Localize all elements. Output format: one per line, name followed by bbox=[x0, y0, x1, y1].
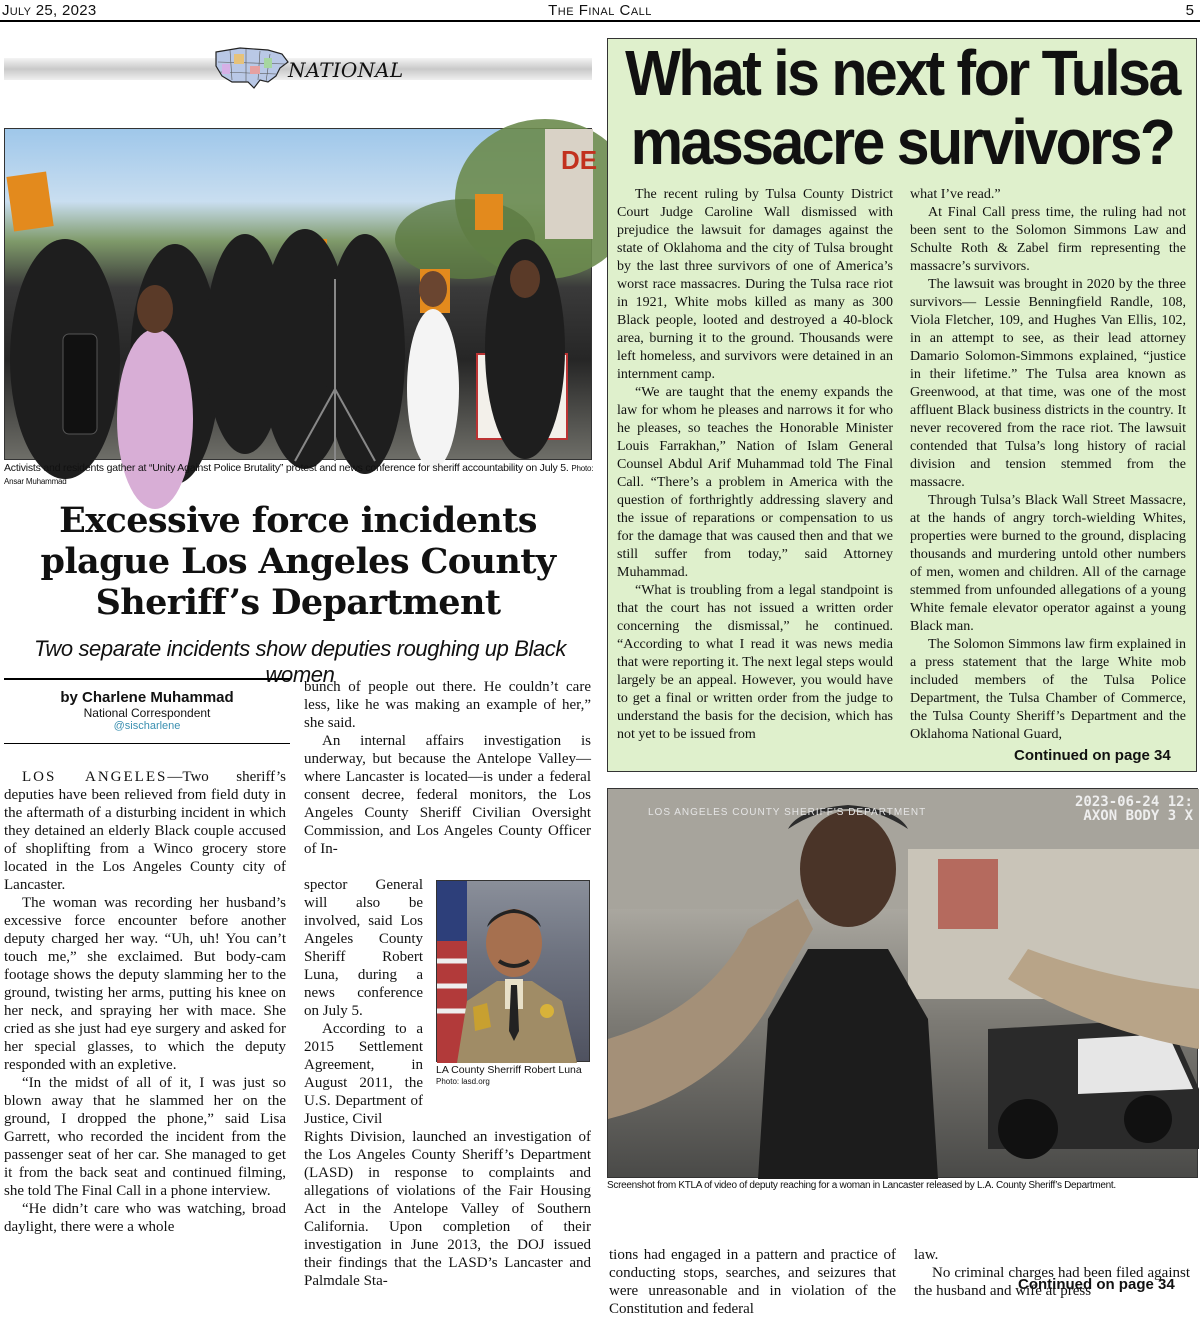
bodycam-photo-illustration bbox=[608, 789, 1199, 1179]
tulsa-paragraph: Through Tulsa’s Black Wall Street Massacre, at the hands of angry torch-wielding Whites, properties were burned to the ground, displacing thousands and murdering untold other numbers of men, women and children. All of the carnage stemmed from unfounded allegations of a young White female elevator operator against a young Black man. bbox=[910, 493, 1186, 634]
byline-name: by Charlene Muhammad bbox=[60, 689, 234, 706]
tulsa-column-2 bbox=[910, 186, 1186, 744]
tulsa-headline: What is next for Tulsa massacre survivors? bbox=[625, 37, 1179, 179]
article-paragraph: spector General will also be involved, said Los Angeles County Sheriff Robert Luna, during a news conference on July 5. bbox=[304, 877, 423, 1019]
article-column-2-top bbox=[304, 678, 591, 858]
tulsa-continued-link[interactable]: Continued on page 34 bbox=[1014, 747, 1171, 764]
sheriff-photo-caption bbox=[436, 1064, 596, 1088]
tulsa-paragraph: At Final Call press time, the ruling had not been sent to the Solomon Simmons Law and Schulte Roth & Zabel firm representing the massacre’s survivors. bbox=[910, 205, 1186, 274]
sheriff-photo-credit: Photo: lasd.org bbox=[436, 1077, 490, 1086]
article-deck: Two separate incidents show deputies roughing up Black women bbox=[34, 636, 566, 687]
sheriff-portrait-illustration bbox=[437, 881, 591, 1063]
bodycam-overlay-text: LOS ANGELES COUNTY SHERIFF'S DEPARTMENT bbox=[648, 807, 927, 818]
svg-text:DE: DE bbox=[561, 145, 598, 175]
dateline: LOS ANGELES bbox=[22, 769, 168, 785]
byline-role: National Correspondent bbox=[83, 706, 211, 720]
article-paragraph: tions had engaged in a pattern and practice of conducting stops, searches, and seizures that were unreasonable and in violation of the Constitution and federal bbox=[609, 1247, 896, 1317]
bodycam-date: 2023-06-24 12: bbox=[1074, 794, 1193, 810]
article-paragraph: The woman was recording her husband’s excessive force encounter before another deputy charged her way. “Uh, uh! You can’t touch me,” she exclaimed. But body-cam footage shows the deputy slamming her to the ground, twisting her arms, putting his knee on her neck, and spraying her with mace. She cried as she just had eye surgery and asked for her special glasses, to which the deputy responded with an expletive. bbox=[4, 895, 286, 1073]
article-paragraph: “In the midst of all of it, I was just so blown away that he slammed her on the ground, I dropped the phone,” said Lisa Garrett, who recorded the incident from the passenger seat of her car. She managed to get it from the back seat and continued filming, she told The Final Call in a phone interview. bbox=[4, 1075, 286, 1199]
paper-name: The Final Call bbox=[548, 2, 652, 19]
tulsa-paragraph: what I’ve read.” bbox=[910, 187, 1001, 202]
article-paragraph: “He didn’t care who was watching, broad daylight, there were a whole bbox=[4, 1201, 286, 1235]
section-label: NATIONAL bbox=[288, 58, 404, 82]
article-column-2-narrow bbox=[304, 876, 423, 1128]
article-paragraph: bunch of people out there. He couldn’t care less, like he was making an example of her,” she said. bbox=[304, 679, 591, 731]
article-column-2-bottom bbox=[304, 1128, 591, 1290]
tulsa-paragraph: The lawsuit was brought in 2020 by the three survivors— Lessie Benningfield Randle, 108, Viola Fletcher, 109, and Hughes Van Ellis, 102, in an attempt to see, as their lead attorney Damario Solomon-Simmons explained, “justice in their lifetime.” The Tulsa area known as Greenwood, at that time, was one of the most affluent Black business districts in the country. It never recovered from the race riot. The lawsuit contended that Tulsa’s long history of racial division and tension stemmed from the massacre. bbox=[910, 277, 1186, 490]
byline-handle[interactable]: @sischarlene bbox=[113, 720, 181, 732]
bodycam-photo bbox=[607, 788, 1198, 1178]
article-paragraph: —Two sheriff’s deputies have been relieved from field duty in the aftermath of a disturbing incident in which they detained an elderly Black couple accused of shoplifting from a Winco grocery store located in the Los Angeles County city of Lancaster. bbox=[4, 769, 286, 893]
article-paragraph: An internal affairs investigation is underway, but because the Antelope Valley—where Lancaster is located—is under a federal consent decree, federal monitors, the Los Angeles County Sheriff Civilian Oversight Commission, and Los Angeles County Officer of In- bbox=[304, 733, 591, 857]
article-headline: Excessive force incidents plague Los Angeles County Sheriff’s Department bbox=[40, 500, 556, 623]
article-paragraph: Rights Division, launched an investigation of the Los Angeles County Sheriff’s Department (LASD) in response to complaints and allegations of violations of the Fair Housing Act in the Antelope Valley of Southern California. Upon completion of their investigation in June 2013, the DOJ issued their findings that the LASD’s Lancaster and Palmdale Sta- bbox=[304, 1129, 591, 1289]
protest-photo-caption bbox=[4, 462, 596, 488]
article-paragraph: No criminal charges had been filed against the husband and wife at press bbox=[914, 1265, 1190, 1299]
tulsa-paragraph: “We are taught that the enemy expands the law for whom he pleases and narrows it for who he pleases, so teaches the Honorable Minister Louis Farrakhan,” Nation of Islam General Counsel Abdul Arif Muhammad told The Final Call. “There’s a problem in America with the question of forthrightly addressing slavery and the issue of reparations or compensation to us for the damage that was caused then and that we still suffer from today,” said Attorney Muhammad. bbox=[617, 385, 893, 580]
protest-photo-illustration bbox=[5, 129, 598, 461]
issue-date: July 25, 2023 bbox=[2, 2, 97, 19]
protest-photo bbox=[4, 128, 598, 460]
protest-photo-credit: Photo: Ansar Muhammad bbox=[4, 464, 594, 486]
us-map-icon bbox=[210, 42, 292, 94]
sheriff-portrait bbox=[436, 880, 590, 1062]
tulsa-paragraph: The recent ruling by Tulsa County District Court Judge Caroline Wall dismissed with prejudice the lawsuit for damages against the state of Oklahoma and the city of Tulsa brought by the last three survivors of one of America’s worst race massacres. During the Tulsa race riot in 1921, White mobs killed as many as 300 Black people, looted and destroyed a 40-block area, burning it to the ground. Thousands were left homeless, and survivors were detained in an internment camp. bbox=[617, 187, 893, 382]
byline bbox=[4, 678, 290, 744]
tulsa-column-1 bbox=[617, 186, 893, 744]
article-continued-link[interactable]: Continued on page 34 bbox=[1018, 1276, 1175, 1293]
article-column-3 bbox=[609, 1246, 896, 1318]
tulsa-paragraph: The Solomon Simmons law firm explained in a press statement that the large White mob included members of the Tulsa Police Department, the Tulsa Chamber of Commerce, the Tulsa County Sheriff’s Department and the Oklahoma National Guard, bbox=[910, 637, 1186, 742]
article-column-1 bbox=[4, 768, 286, 1236]
protest-caption-text: Activists and residents gather at “Unity Against Police Brutality” protest and news conference for sheriff accountability on July 5. bbox=[4, 462, 569, 474]
sheriff-caption-text: LA County Sherriff Robert Luna bbox=[436, 1064, 582, 1076]
bodycam-photo-caption: Screenshot from KTLA of video of deputy reaching for a woman in Lancaster released by L.A. County Sheriff’s Department. bbox=[607, 1180, 1116, 1191]
bodycam-device: AXON BODY 3 X bbox=[1083, 808, 1193, 824]
page-number: 5 bbox=[1185, 2, 1194, 19]
article-paragraph: According to a 2015 Settlement Agreement, in August 2011, the U.S. Department of Justice, Civil bbox=[304, 1021, 423, 1127]
bodycam-timestamp bbox=[1075, 795, 1193, 823]
article-paragraph: law. bbox=[914, 1247, 939, 1263]
tulsa-paragraph: “What is troubling from a legal standpoint is that the court has not issued a written order concerning the dismissal,” he continued. “According to what I read it was news media that were reporting it. The next legal steps would largely be an appeal. However, you would have to get a final or written order from the judge to understand the basis for the decision, which has not yet to be issued from bbox=[617, 583, 893, 742]
masthead bbox=[0, 0, 1200, 22]
